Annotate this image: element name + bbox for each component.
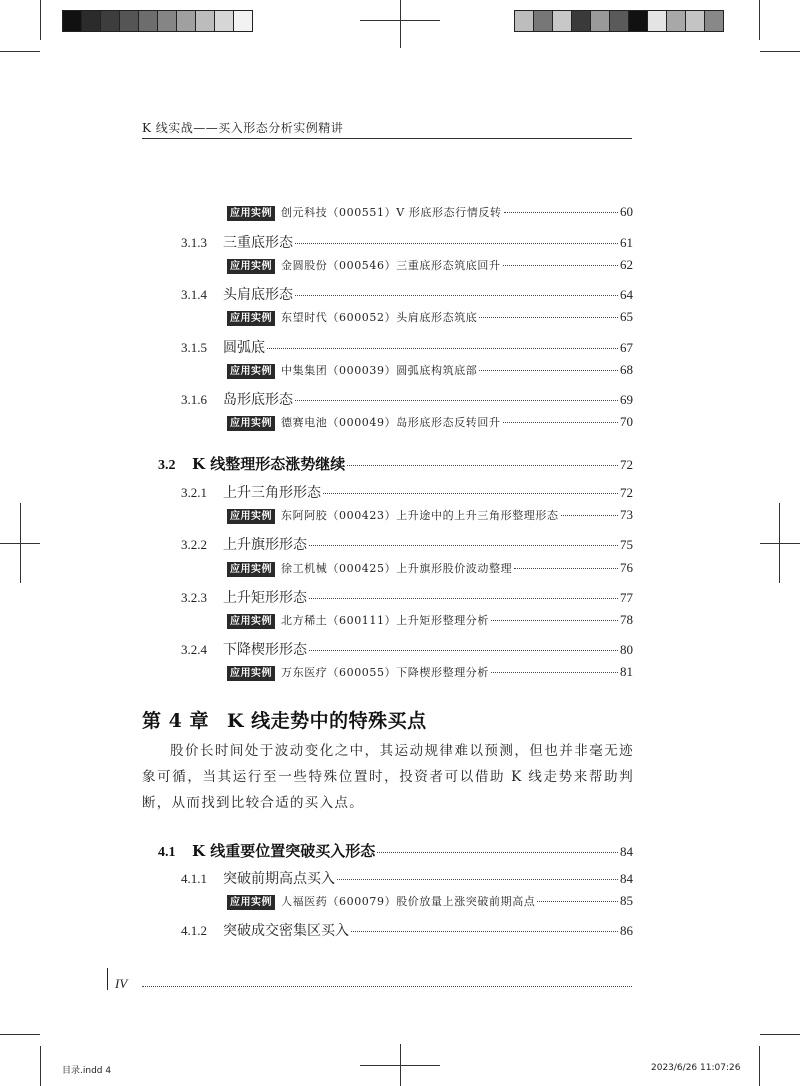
case-tag: 应用实例 bbox=[227, 364, 275, 379]
dot-leader bbox=[491, 620, 618, 621]
toc-entry-title: 德赛电池（000049）岛形底形态反转回升 bbox=[281, 416, 501, 429]
toc-entry-title: 圆弧底 bbox=[223, 340, 265, 356]
dot-leader bbox=[377, 852, 618, 853]
toc-page-number: 70 bbox=[620, 414, 633, 429]
case-tag: 应用实例 bbox=[227, 311, 275, 326]
color-swatch bbox=[533, 10, 553, 32]
toc-entry-title: 中集集团（000039）圆弧底构筑底部 bbox=[281, 364, 478, 377]
toc-entry-title: 突破成交密集区买入 bbox=[223, 923, 349, 939]
toc-page-number: 60 bbox=[620, 204, 633, 219]
color-swatch bbox=[138, 10, 158, 32]
toc-case-entry bbox=[227, 664, 633, 681]
toc-subsection-entry bbox=[181, 337, 633, 357]
toc-subsection-entry bbox=[181, 232, 633, 252]
toc-case-entry bbox=[227, 414, 633, 431]
chapter-title: K 线走势中的特殊买点 bbox=[226, 710, 427, 732]
case-tag: 应用实例 bbox=[227, 259, 275, 274]
toc-case-entry bbox=[227, 507, 633, 524]
dot-leader bbox=[295, 295, 618, 296]
dot-leader bbox=[561, 515, 618, 516]
toc-subsection-number: 3.2.4 bbox=[181, 642, 207, 657]
toc-entry-title: 北方稀土（600111）上升矩形整理分析 bbox=[281, 614, 489, 627]
chapter-intro: 股价长时间处于波动变化之中，其运动规律难以预测，但也并非毫无迹象可循，当其运行至一些特殊位置时，投资者可以借助 K 线走势来帮助判断，从而找到比较合适的买入点。 bbox=[142, 743, 634, 811]
toc-page-number: 73 bbox=[620, 507, 633, 522]
dot-leader bbox=[267, 348, 618, 349]
dot-leader bbox=[295, 400, 618, 401]
toc-subsection-number: 3.1.5 bbox=[181, 340, 207, 355]
toc-page-number: 72 bbox=[620, 457, 633, 472]
dot-leader bbox=[347, 465, 618, 466]
toc-entry-title: 三重底形态 bbox=[223, 235, 293, 251]
toc-subsection-number: 3.2.3 bbox=[181, 590, 207, 605]
toc-case-entry bbox=[227, 204, 633, 221]
color-swatch bbox=[666, 10, 686, 32]
toc-section-number: 4.1 bbox=[158, 845, 176, 860]
toc-case-entry bbox=[227, 560, 633, 577]
toc-page-number: 61 bbox=[620, 235, 633, 250]
dot-leader bbox=[351, 931, 618, 932]
dot-leader bbox=[337, 879, 618, 880]
toc-subsection-number: 3.1.6 bbox=[181, 392, 207, 407]
dot-leader bbox=[309, 545, 618, 546]
toc-page-number: 80 bbox=[620, 642, 633, 657]
toc-entry-title: 东望时代（600052）头肩底形态筑底 bbox=[281, 311, 478, 324]
slug-file: 目录.indd 4 bbox=[62, 1066, 112, 1076]
case-tag: 应用实例 bbox=[227, 509, 275, 524]
toc-entry-title: 下降楔形形态 bbox=[223, 642, 307, 658]
dot-leader bbox=[323, 493, 618, 494]
chapter-number: 第 4 章 bbox=[142, 710, 209, 732]
toc-section-entry bbox=[158, 453, 633, 474]
toc-subsection-entry bbox=[181, 639, 633, 659]
case-tag: 应用实例 bbox=[227, 895, 275, 910]
color-swatch bbox=[81, 10, 101, 32]
toc-page-number: 85 bbox=[620, 893, 633, 908]
footer-rule bbox=[142, 986, 632, 987]
color-swatch bbox=[571, 10, 591, 32]
toc-subsection-number: 4.1.1 bbox=[181, 871, 207, 886]
dot-leader bbox=[479, 317, 618, 318]
toc-entry-title: 上升旗形形态 bbox=[223, 537, 307, 553]
toc-case-entry bbox=[227, 362, 633, 379]
toc-subsection-number: 3.1.3 bbox=[181, 235, 207, 250]
color-swatch bbox=[628, 10, 648, 32]
toc-entry-title: 人福医药（600079）股价放量上涨突破前期高点 bbox=[281, 895, 536, 908]
slug-datetime: 2023/6/26 11:07:26 bbox=[651, 1063, 741, 1073]
dot-leader bbox=[309, 598, 618, 599]
toc-subsection-entry bbox=[181, 534, 633, 554]
color-swatch bbox=[609, 10, 629, 32]
toc-section-number: 3.2 bbox=[158, 458, 176, 473]
toc-section-entry bbox=[158, 840, 633, 861]
toc-case-entry bbox=[227, 612, 633, 629]
page-folio: IV bbox=[115, 976, 128, 991]
dot-leader bbox=[479, 370, 618, 371]
color-swatch bbox=[704, 10, 724, 32]
case-tag: 应用实例 bbox=[227, 666, 275, 681]
case-tag: 应用实例 bbox=[227, 614, 275, 629]
toc-subsection-entry bbox=[181, 920, 633, 940]
toc-entry-title: 创元科技（000551）V 形底形态行情反转 bbox=[281, 206, 502, 219]
toc-entry-title: 徐工机械（000425）上升旗形股价波动整理 bbox=[281, 562, 513, 575]
dot-leader bbox=[491, 672, 618, 673]
chapter-heading bbox=[142, 706, 427, 733]
toc-page-number: 78 bbox=[620, 612, 633, 627]
toc-page-number: 64 bbox=[620, 287, 633, 302]
folio-marker bbox=[107, 968, 108, 990]
dot-leader bbox=[295, 243, 618, 244]
toc-case-entry bbox=[227, 893, 633, 910]
toc-subsection-number: 3.1.4 bbox=[181, 287, 207, 302]
toc-page-number: 75 bbox=[620, 537, 633, 552]
toc-subsection-number: 3.2.2 bbox=[181, 537, 207, 552]
color-swatch bbox=[157, 10, 177, 32]
color-swatch bbox=[514, 10, 534, 32]
toc-entry-title: 万东医疗（600055）下降楔形整理分析 bbox=[281, 666, 489, 679]
dot-leader bbox=[503, 265, 618, 266]
toc-page-number: 62 bbox=[620, 257, 633, 272]
dot-leader bbox=[514, 568, 618, 569]
dot-leader bbox=[503, 422, 618, 423]
toc-subsection-entry bbox=[181, 482, 633, 502]
toc-entry-title: 头肩底形态 bbox=[223, 287, 293, 303]
color-swatch bbox=[552, 10, 572, 32]
toc-entry-title: 东阿阿胶（000423）上升途中的上升三角形整理形态 bbox=[281, 509, 559, 522]
header-rule bbox=[142, 138, 632, 139]
case-tag: 应用实例 bbox=[227, 562, 275, 577]
toc-subsection-entry bbox=[181, 587, 633, 607]
case-tag: 应用实例 bbox=[227, 416, 275, 431]
color-swatch bbox=[685, 10, 705, 32]
toc-page-number: 86 bbox=[620, 923, 633, 938]
toc-entry-title: 突破前期高点买入 bbox=[223, 871, 335, 887]
toc-page-number: 84 bbox=[620, 871, 633, 886]
toc-page-number: 72 bbox=[620, 485, 633, 500]
toc-entry-title: 上升三角形形态 bbox=[223, 485, 321, 501]
color-swatch bbox=[233, 10, 253, 32]
toc-page-number: 84 bbox=[620, 844, 633, 859]
toc-page-number: 67 bbox=[620, 340, 633, 355]
dot-leader bbox=[537, 901, 618, 902]
toc-entry-title: K 线整理形态涨势继续 bbox=[192, 455, 346, 473]
toc-page-number: 69 bbox=[620, 392, 633, 407]
toc-subsection-entry bbox=[181, 868, 633, 888]
color-bar-right bbox=[514, 10, 723, 32]
color-swatch bbox=[195, 10, 215, 32]
color-swatch bbox=[119, 10, 139, 32]
color-swatch bbox=[647, 10, 667, 32]
toc-page-number: 77 bbox=[620, 590, 633, 605]
color-swatch bbox=[100, 10, 120, 32]
dot-leader bbox=[309, 650, 618, 651]
toc-page-number: 76 bbox=[620, 560, 633, 575]
color-swatch bbox=[590, 10, 610, 32]
toc-subsection-number: 3.2.1 bbox=[181, 485, 207, 500]
toc-case-entry bbox=[227, 257, 633, 274]
toc-page-number: 68 bbox=[620, 362, 633, 377]
toc-page-number: 81 bbox=[620, 664, 633, 679]
running-header: K 线实战——买入形态分析实例精讲 bbox=[142, 121, 344, 135]
toc-case-entry bbox=[227, 309, 633, 326]
toc-entry-title: 金圆股份（000546）三重底形态筑底回升 bbox=[281, 259, 501, 272]
color-swatch bbox=[62, 10, 82, 32]
toc-entry-title: 岛形底形态 bbox=[223, 392, 293, 408]
toc-subsection-number: 4.1.2 bbox=[181, 923, 207, 938]
color-swatch bbox=[176, 10, 196, 32]
toc-subsection-entry bbox=[181, 389, 633, 409]
color-bar-left bbox=[62, 10, 252, 32]
color-swatch bbox=[214, 10, 234, 32]
dot-leader bbox=[504, 212, 618, 213]
toc-entry-title: K 线重要位置突破买入形态 bbox=[192, 842, 376, 860]
case-tag: 应用实例 bbox=[227, 206, 275, 221]
toc-subsection-entry bbox=[181, 284, 633, 304]
toc-entry-title: 上升矩形形态 bbox=[223, 590, 307, 606]
toc-page-number: 65 bbox=[620, 309, 633, 324]
